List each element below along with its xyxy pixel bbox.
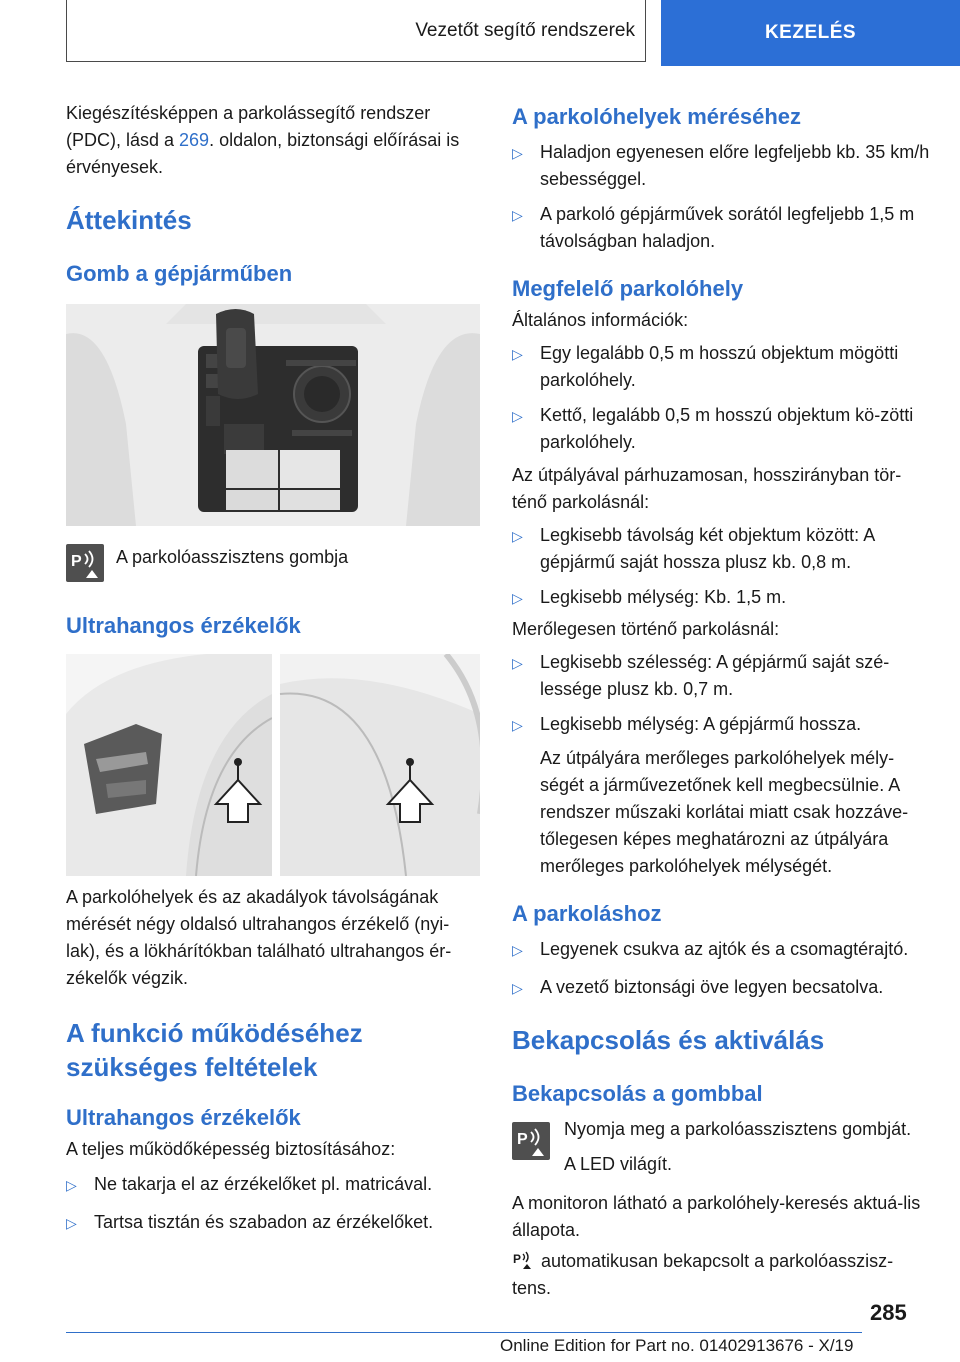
press-button-text: Nyomja meg a parkolóasszisztens gombját. (564, 1119, 912, 1139)
heading-for-parking: A parkoláshoz (512, 901, 662, 926)
heading-overview: Áttekintés (66, 205, 192, 235)
heading-ultrasonic-sensors: Ultrahangos érzékelők (66, 613, 301, 638)
footer-divider (66, 1332, 862, 1333)
perpendicular-note: Az útpályára merőleges parkolóhelyek mély-ségét a járművezetőnek kell megbecsülnie. A rendszer műszaki korlátai miatt csak hozzáve-tőlegesen képes meghatározni az útpályára merőleges parkolóhelyek mélységét. (540, 748, 909, 876)
list-item (512, 584, 930, 612)
list-item-text: Legyenek csukva az ajtók és a csomagtérajtó. (540, 939, 909, 959)
bullet-triangle-icon: ▷ (66, 1215, 77, 1231)
intro-text-1: Kiegészítésképpen a parkolássegítő rendszer (PDC), lásd a (66, 103, 431, 150)
park-assist-icon (66, 544, 104, 582)
list-item-text: Legkisebb mélység: A gépjármű hossza. (540, 714, 862, 734)
auto-activation-text (512, 1248, 930, 1302)
list-item-text: Ne takarja el az érzékelőket pl. matricával. (94, 1174, 433, 1194)
list-item (512, 201, 930, 255)
bullet-triangle-icon: ▷ (512, 528, 523, 544)
sensors-photo (66, 654, 480, 876)
bullet-triangle-icon: ▷ (512, 655, 523, 671)
page-ref-link[interactable]: 269 (179, 130, 210, 150)
auto-activation-label: automatikusan bekapcsolt a parkolóasszisz-tens. (512, 1251, 894, 1298)
svg-text:P: P (71, 553, 82, 570)
left-column (66, 100, 480, 1237)
general-list (512, 340, 930, 456)
park-assist-inline-icon (512, 1250, 536, 1270)
list-item-text: A vezető biztonsági öve legyen becsatolva. (540, 977, 884, 997)
park-assist-icon (512, 1122, 550, 1160)
right-column (512, 103, 930, 1302)
svg-text:P: P (517, 1131, 528, 1148)
list-item (512, 974, 930, 1002)
measure-list (512, 139, 930, 255)
list-item (512, 340, 930, 394)
list-item (66, 1171, 480, 1199)
requirements-intro: A teljes működőképesség biztosításához: (66, 1139, 396, 1159)
bullet-triangle-icon: ▷ (512, 942, 523, 958)
console-photo (66, 304, 480, 526)
press-button-row (512, 1116, 930, 1178)
svg-text:P: P (513, 1252, 522, 1266)
list-item (512, 522, 930, 576)
header-chapter-tab[interactable] (661, 0, 960, 66)
intro-paragraph (66, 100, 480, 182)
list-item-text: Legkisebb távolság két objektum között: A gépjármű saját hossza plusz kb. 0,8 m. (540, 525, 875, 572)
header-section-title: Vezetőt segítő rendszerek (415, 19, 635, 41)
led-text: A LED világít. (564, 1154, 673, 1174)
list-item-text: Egy legalább 0,5 m hosszú objektum mögötti parkolóhely. (540, 343, 899, 390)
edition-text: Online Edition for Part no. 01402913676 - X/19 (500, 1336, 854, 1355)
page-number: 285 (870, 1300, 907, 1325)
list-item (512, 649, 930, 703)
park-assist-caption: A parkolóasszisztens gombja (116, 547, 349, 567)
monitor-status-text: A monitoron látható a parkolóhely-keresés aktuá-lis állapota. (512, 1193, 921, 1240)
intro-text-2: . oldalon, biztonsági előírásai is érvényesek. (66, 130, 460, 177)
list-item (512, 711, 930, 739)
parallel-intro: Az útpályával párhuzamosan, hosszirányban tör-ténő parkolásnál: (512, 465, 902, 512)
sensors-description: A parkolóhelyek és az akadályok távolságának mérését négy oldalsó ultrahangos érzékelő (nyi-lak), és a lökhárítókban található ultrahangos ér-zékelők végzik. (66, 887, 452, 988)
perpendicular-intro: Merőlegesen történő parkolásnál: (512, 619, 780, 639)
heading-requirements: A funkció működéséhez szükséges feltételek (66, 1018, 363, 1082)
heading-measure-parking: A parkolóhelyek méréséhez (512, 104, 801, 129)
heading-button-in-car: Gomb a gépjárműben (66, 261, 293, 286)
bullet-triangle-icon: ▷ (512, 717, 523, 733)
requirements-list (66, 1171, 480, 1237)
heading-ultrasonic-sensors-2: Ultrahangos érzékelők (66, 1105, 301, 1130)
list-item-text: Legkisebb mélység: Kb. 1,5 m. (540, 587, 787, 607)
list-item-text: Haladjon egyenesen előre legfeljebb kb. 35 km/h sebességgel. (540, 142, 930, 189)
bullet-triangle-icon: ▷ (512, 346, 523, 362)
list-item (512, 139, 930, 193)
list-item-text: Kettő, legalább 0,5 m hosszú objektum kö-zötti parkolóhely. (540, 405, 914, 452)
perpendicular-list (512, 649, 930, 739)
list-item (512, 402, 930, 456)
bullet-triangle-icon: ▷ (512, 980, 523, 996)
list-item (66, 1209, 480, 1237)
list-item-text: Tartsa tisztán és szabadon az érzékelőket. (94, 1212, 434, 1232)
heading-activate-with-button: Bekapcsolás a gombbal (512, 1081, 763, 1106)
list-item-text: A parkoló gépjárművek sorától legfeljebb 1,5 m távolságban haladjon. (540, 204, 915, 251)
heading-suitable-space: Megfelelő parkolóhely (512, 276, 744, 301)
park-assist-caption-row (66, 544, 480, 582)
heading-activation: Bekapcsolás és aktiválás (512, 1025, 825, 1055)
parking-list (512, 936, 930, 1002)
bullet-triangle-icon: ▷ (66, 1177, 77, 1193)
list-item (512, 936, 930, 964)
bullet-triangle-icon: ▷ (512, 207, 523, 223)
footer-edition (500, 1336, 853, 1356)
bullet-triangle-icon: ▷ (512, 590, 523, 606)
header-tab-label: KEZELÉS (764, 22, 857, 43)
bullet-triangle-icon: ▷ (512, 408, 523, 424)
bullet-triangle-icon: ▷ (512, 145, 523, 161)
parallel-list (512, 522, 930, 612)
general-info-label: Általános információk: (512, 310, 689, 330)
list-item-text: Legkisebb szélesség: A gépjármű saját szé-lessége plusz kb. 0,7 m. (540, 652, 890, 699)
header-section-title-box (66, 0, 646, 62)
